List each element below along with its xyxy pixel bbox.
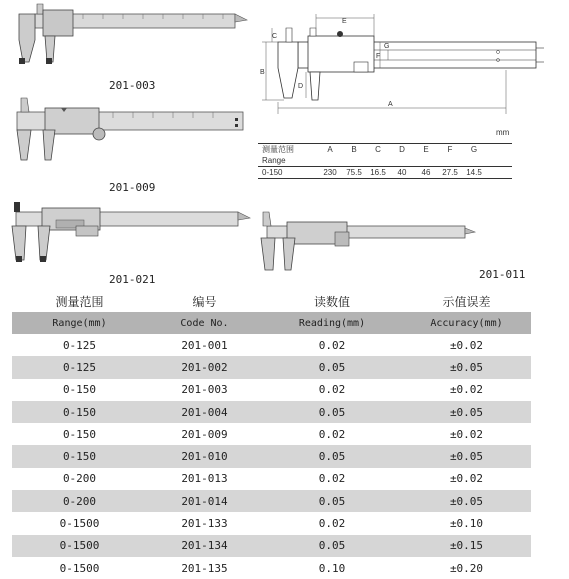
dimension-letter: F bbox=[376, 53, 381, 60]
table-row bbox=[12, 557, 531, 579]
reading-cell: 0.02 bbox=[318, 338, 346, 352]
accuracy-cell: ±0.20 bbox=[449, 561, 484, 575]
code-cell: 201-013 bbox=[181, 472, 228, 486]
range-cell: 0-150 bbox=[62, 405, 97, 419]
code-cell: 201-009 bbox=[181, 427, 228, 441]
accuracy-cell: ±0.05 bbox=[449, 405, 484, 419]
reading-cell: 0.05 bbox=[318, 450, 346, 464]
accuracy-cell: ±0.05 bbox=[449, 360, 484, 374]
value-cell: 40 bbox=[397, 168, 407, 177]
table-row bbox=[12, 468, 531, 490]
code-cell: 201-133 bbox=[181, 517, 228, 531]
dimension-value-row bbox=[258, 167, 512, 178]
range-cell: 0-150 bbox=[62, 450, 97, 464]
table-row bbox=[12, 356, 531, 378]
code-cell: 201-014 bbox=[181, 494, 228, 508]
table-row bbox=[12, 379, 531, 401]
reading-cell: 0.02 bbox=[318, 427, 346, 441]
caliper-photo-201-011 bbox=[257, 212, 477, 272]
value-cell: 230 bbox=[323, 168, 337, 177]
header-accuracy-zh: 示值误差 bbox=[442, 294, 491, 309]
code-cell: 201-010 bbox=[181, 450, 228, 464]
range-cell: 0-125 bbox=[62, 360, 97, 374]
accuracy-cell: ±0.02 bbox=[449, 383, 484, 397]
table-row bbox=[12, 490, 531, 512]
reading-cell: 0.02 bbox=[318, 517, 346, 531]
table-row bbox=[12, 401, 531, 423]
reading-cell: 0.10 bbox=[318, 561, 346, 575]
product-model-label: 201-011 bbox=[479, 268, 526, 281]
product-model-label: 201-009 bbox=[109, 181, 156, 194]
value-cell: 14.5 bbox=[466, 168, 482, 177]
accuracy-cell: ±0.05 bbox=[449, 450, 484, 464]
header-accuracy-en: Accuracy(mm) bbox=[430, 317, 503, 329]
column-header: F bbox=[447, 145, 453, 154]
dimension-letter: C bbox=[272, 33, 278, 40]
table-row bbox=[12, 535, 531, 557]
header-reading-en: Reading(mm) bbox=[298, 317, 366, 329]
spec-header-zh-row bbox=[12, 290, 531, 312]
value-cell: 27.5 bbox=[442, 168, 458, 177]
table-row bbox=[12, 512, 531, 534]
range-header-en: Range bbox=[262, 156, 286, 165]
dimension-letter: A bbox=[388, 101, 393, 108]
column-header: B bbox=[351, 145, 357, 154]
spec-table bbox=[12, 290, 531, 579]
dimension-table bbox=[258, 143, 512, 179]
dimension-header-en-row bbox=[258, 155, 512, 166]
accuracy-cell: ±0.10 bbox=[449, 517, 484, 531]
header-code-en: Code No. bbox=[180, 317, 229, 329]
table-row bbox=[12, 445, 531, 467]
caliper-photo-201-003 bbox=[13, 0, 248, 72]
code-cell: 201-001 bbox=[181, 338, 228, 352]
unit-label: mm bbox=[496, 128, 510, 137]
value-cell: 16.5 bbox=[370, 168, 386, 177]
value-cell: 46 bbox=[421, 168, 431, 177]
reading-cell: 0.02 bbox=[318, 472, 346, 486]
table-row bbox=[12, 423, 531, 445]
dimension-header-row bbox=[258, 144, 512, 155]
dimension-letter: B bbox=[260, 69, 265, 76]
column-header: C bbox=[375, 145, 381, 154]
column-header: D bbox=[399, 145, 405, 154]
header-code-zh: 编号 bbox=[192, 294, 217, 309]
range-cell: 0-200 bbox=[62, 494, 97, 508]
accuracy-cell: ±0.02 bbox=[449, 472, 484, 486]
dimension-letter: D bbox=[298, 83, 304, 90]
header-reading-zh: 读数值 bbox=[313, 294, 350, 309]
range-cell: 0-1500 bbox=[59, 517, 100, 531]
range-header-zh: 测量范围 bbox=[262, 145, 294, 154]
range-cell: 0-125 bbox=[62, 338, 97, 352]
dimension-letter: G bbox=[384, 43, 390, 50]
dimension-diagram bbox=[258, 10, 548, 120]
accuracy-cell: ±0.15 bbox=[449, 539, 484, 553]
range-cell: 0-150 bbox=[62, 383, 97, 397]
caliper-photo-201-009 bbox=[13, 98, 248, 170]
table-row bbox=[12, 334, 531, 356]
product-model-label: 201-021 bbox=[109, 273, 156, 286]
range-cell: 0-150 bbox=[62, 427, 97, 441]
code-cell: 201-135 bbox=[181, 561, 228, 575]
accuracy-cell: ±0.02 bbox=[449, 338, 484, 352]
range-cell: 0-150 bbox=[262, 168, 283, 177]
code-cell: 201-002 bbox=[181, 360, 228, 374]
column-header: E bbox=[423, 145, 429, 154]
value-cell: 75.5 bbox=[346, 168, 362, 177]
range-cell: 0-1500 bbox=[59, 561, 100, 575]
range-cell: 0-200 bbox=[62, 472, 97, 486]
code-cell: 201-004 bbox=[181, 405, 228, 419]
column-header: G bbox=[470, 145, 478, 154]
code-cell: 201-134 bbox=[181, 539, 228, 553]
header-range-zh: 测量范围 bbox=[55, 294, 104, 309]
reading-cell: 0.05 bbox=[318, 405, 346, 419]
reading-cell: 0.05 bbox=[318, 494, 346, 508]
range-cell: 0-1500 bbox=[59, 539, 100, 553]
accuracy-cell: ±0.02 bbox=[449, 427, 484, 441]
code-cell: 201-003 bbox=[181, 383, 228, 397]
dimension-letter: E bbox=[342, 18, 347, 25]
accuracy-cell: ±0.05 bbox=[449, 494, 484, 508]
header-range-en: Range(mm) bbox=[52, 317, 107, 329]
reading-cell: 0.02 bbox=[318, 383, 346, 397]
reading-cell: 0.05 bbox=[318, 360, 346, 374]
column-header: A bbox=[327, 145, 333, 154]
reading-cell: 0.05 bbox=[318, 539, 346, 553]
spec-header-en-row bbox=[12, 312, 531, 334]
caliper-photo-201-021 bbox=[6, 198, 251, 270]
product-model-label: 201-003 bbox=[109, 79, 156, 92]
